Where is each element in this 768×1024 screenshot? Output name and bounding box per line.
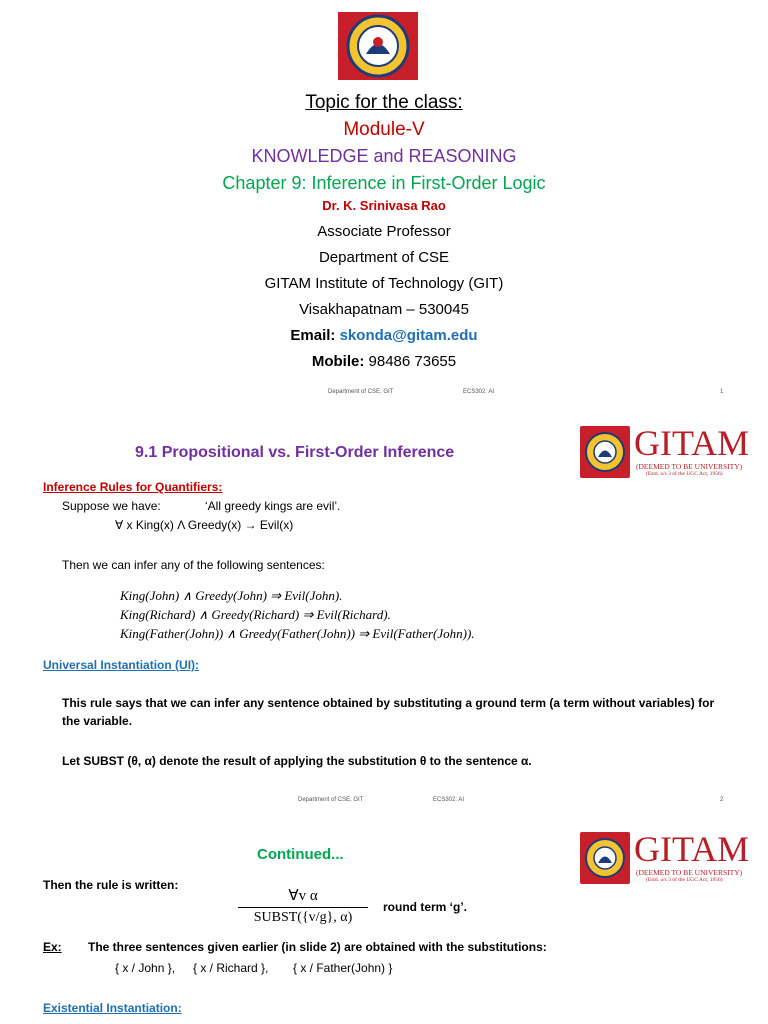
rule-fraction: [238, 886, 368, 926]
mobile-value: 98486 73655: [368, 353, 457, 370]
address-line: [0, 301, 768, 318]
footer-department: Department of CSE, GIT: [298, 797, 364, 803]
rule-text-line2: the variable.: [62, 714, 133, 728]
section-heading-ui: Universal Instantiation (UI):: [43, 658, 200, 672]
slide-continued: [0, 814, 768, 1024]
rule-written-text: Then the rule is written:: [43, 878, 179, 892]
example-label: Ex:: [43, 940, 62, 954]
gitam-wordmark: GITAM: [634, 423, 750, 463]
gitam-subtitle: (DEEMED TO BE UNIVERSITY): [636, 462, 743, 471]
designation: Associate Professor: [317, 223, 451, 240]
gitam-subtitle: (DEEMED TO BE UNIVERSITY): [636, 868, 743, 877]
footer-course: ECS302: AI: [433, 797, 465, 803]
chapter-title: Chapter 9: Inference in First-Order Logic: [222, 173, 546, 193]
module-title: Module-V: [343, 119, 425, 140]
email-line: [0, 327, 768, 344]
gitam-emblem-icon: [580, 832, 630, 884]
city: Visakhapatnam –: [299, 301, 415, 318]
sentence-2: King(Richard) ∧ Greedy(Richard) ⇒ Evil(Richard).: [120, 607, 391, 622]
fraction-bar: [238, 907, 368, 908]
email-link[interactable]: skonda@gitam.edu: [339, 327, 478, 344]
gitam-seal-logo: [338, 12, 418, 80]
footer-page-number: 1: [720, 389, 724, 395]
gitam-logo: [580, 423, 764, 478]
example-text: The three sentences given earlier (in slide 2) are obtained with the substitutions:: [88, 940, 547, 954]
footer-page-number: 2: [720, 797, 724, 803]
infer-text: Then we can infer any of the following sentences:: [62, 558, 325, 572]
section-heading-ei: Existential Instantiation:: [43, 1001, 182, 1015]
department-label: Department of: [318, 249, 415, 266]
quantified-formula: ∀ x King(x) Λ Greedy(x) → Evil(x): [115, 518, 294, 532]
slide-title: 9.1 Propositional vs. First-Order Inference: [135, 444, 455, 461]
author-name: Dr. K. Srinivasa Rao: [322, 198, 446, 213]
title-slide: [0, 0, 768, 404]
email-label: Email:: [290, 327, 336, 344]
footer-department: Department of CSE, GIT: [328, 389, 394, 395]
mobile-label: Mobile:: [311, 353, 365, 370]
sentence-1: King(John) ∧ Greedy(John) ⇒ Evil(John).: [120, 588, 343, 603]
subst-text: Let SUBST (θ, α) denote the result of applying the substitution θ to the sentence α.: [62, 754, 532, 768]
substitution-1: { x / John },: [115, 961, 176, 975]
topic-heading: Topic for the class:: [305, 92, 463, 113]
institute-name: GITAM Institute of Technology (GIT): [264, 275, 504, 292]
sentence-3: King(Father(John)) ∧ Greedy(Father(John)) ⇒ Evil(Father(John)).: [120, 626, 475, 641]
substitution-3: { x / Father(John) }: [293, 961, 393, 975]
slide-propositional-vs-fol: [0, 404, 768, 814]
fraction-denominator: SUBST({v/g}, α): [253, 910, 353, 925]
section-heading-quantifiers: Inference Rules for Quantifiers:: [43, 480, 223, 494]
gitam-estd: (Estd. u/s 3 of the UGC Act, 1956): [646, 877, 723, 883]
fraction-numerator: ∀v α: [288, 888, 318, 904]
slide-title: Continued...: [257, 846, 344, 863]
department-line: [0, 249, 768, 266]
footer-course: ECS302: AI: [463, 389, 495, 395]
gitam-emblem-icon: [580, 426, 630, 478]
department-value: CSE: [418, 249, 450, 266]
mobile-line: [0, 353, 768, 370]
unit-title: KNOWLEDGE and REASONING: [251, 146, 517, 166]
pincode: 530045: [418, 301, 469, 318]
suppose-quote: ‘All greedy kings are evil’.: [205, 499, 341, 513]
suppose-label: Suppose we have:: [62, 499, 161, 513]
gitam-wordmark: GITAM: [634, 829, 750, 869]
rule-text-line1: This rule says that we can infer any sentence obtained by substituting a ground term (a term without variables) for: [62, 696, 715, 710]
gitam-estd: (Estd. u/s 3 of the UGC Act, 1956): [646, 471, 723, 477]
gitam-logo: [580, 829, 764, 884]
round-term-text: round term ‘g’.: [383, 900, 467, 914]
substitution-2: { x / Richard },: [193, 961, 269, 975]
